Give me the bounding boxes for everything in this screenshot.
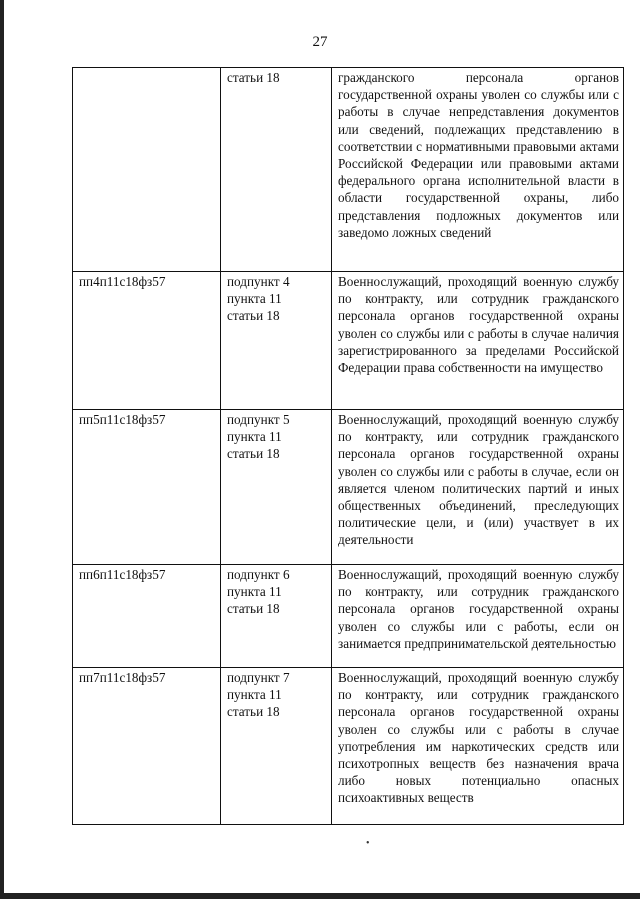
reference-line: пункта 11 bbox=[227, 291, 282, 307]
reference-line: пункта 11 bbox=[227, 687, 282, 703]
description-cell: Военнослужащий, проходящий военную службу по контракту, или сотрудник гражданского персонала органов государственной охраны уволен со службы или с работы в случае употребления им наркотических средств или психотропных веществ без назначения врача либо новых потенциально опасных психоактивных веществ bbox=[332, 668, 624, 825]
reference-line: подпункт 5 bbox=[227, 412, 290, 427]
table-row bbox=[73, 272, 624, 410]
reference-line: пункта 11 bbox=[227, 584, 282, 600]
reference-line: подпункт 7 bbox=[227, 670, 290, 685]
description-cell: Военнослужащий, проходящий военную службу по контракту, или сотрудник гражданского персонала органов государственной охраны уволен со службы или с работы в случае наличия зарегистрированного за пределами Российской Федерации права собственности на имущество bbox=[332, 272, 624, 410]
reference-line: статьи 18 bbox=[227, 601, 280, 617]
code-cell: пп7п11с18фз57 bbox=[73, 668, 221, 825]
reference-line: статьи 18 bbox=[227, 446, 280, 462]
reference-cell bbox=[221, 668, 332, 825]
reference-line: статьи 18 bbox=[227, 70, 280, 85]
code-cell: пп6п11с18фз57 bbox=[73, 565, 221, 668]
reference-cell bbox=[221, 272, 332, 410]
description-cell: гражданского персонала органов государственной охраны уволен со службы или с работы в случае непредставления документов или сведений, подлежащих представлению в соответствии с нормативными правовыми актами Российской Федерации или правовыми актами федерального органа исполнительной власти в области государственной охраны, либо представления подложных документов или заведомо ложных сведений bbox=[332, 68, 624, 272]
code-cell: пп5п11с18фз57 bbox=[73, 410, 221, 565]
code-cell: пп4п11с18фз57 bbox=[73, 272, 221, 410]
reference-line: подпункт 4 bbox=[227, 274, 290, 289]
reference-cell bbox=[221, 410, 332, 565]
scan-speck: • bbox=[366, 838, 370, 849]
reference-line: пункта 11 bbox=[227, 429, 282, 445]
scan-edge-left bbox=[0, 0, 4, 899]
description-cell: Военнослужащий, проходящий военную службу по контракту, или сотрудник гражданского персонала органов государственной охраны уволен со службы или с работы, если он занимается предпринимательской деятельностью bbox=[332, 565, 624, 668]
reference-cell bbox=[221, 68, 332, 272]
table-row bbox=[73, 668, 624, 825]
table-row bbox=[73, 410, 624, 565]
page-number: 27 bbox=[312, 34, 328, 50]
reference-line: подпункт 6 bbox=[227, 567, 290, 582]
description-cell: Военнослужащий, проходящий военную службу по контракту, или сотрудник гражданского персонала органов государственной охраны уволен со службы или с работы в случае, если он является членом политических партий и иных общественных объединений, преследующих политические цели, и (или) участвует в их деятельности bbox=[332, 410, 624, 565]
reference-line: статьи 18 bbox=[227, 308, 280, 324]
reference-line: статьи 18 bbox=[227, 704, 280, 720]
reference-cell bbox=[221, 565, 332, 668]
code-cell bbox=[73, 68, 221, 272]
table-row bbox=[73, 68, 624, 272]
scan-edge-bottom bbox=[0, 893, 640, 899]
legal-table bbox=[72, 67, 624, 825]
table-row bbox=[73, 565, 624, 668]
